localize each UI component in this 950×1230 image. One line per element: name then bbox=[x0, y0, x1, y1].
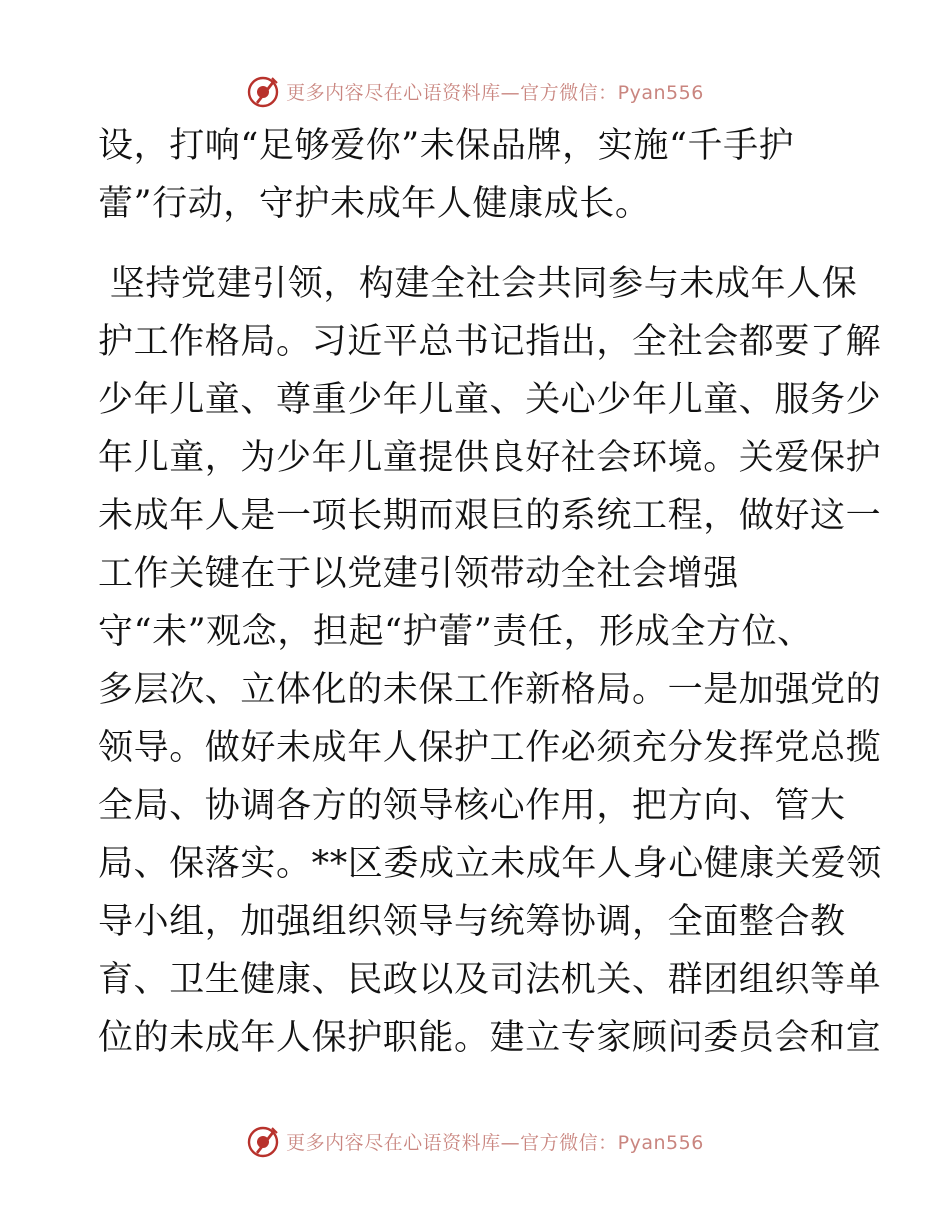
text-line: 局、保落实。**区委成立未成年人身心健康关爱领 bbox=[98, 844, 882, 884]
header-banner bbox=[0, 71, 950, 111]
text-line: 多层次、立体化的未保工作新格局。一是加强党的 bbox=[98, 670, 882, 710]
footer-banner bbox=[0, 1121, 950, 1161]
footer-banner-text: 更多内容尽在心语资料库—官方微信：Pyan556 bbox=[286, 1131, 704, 1154]
text-line: 蕾”行动，守护未成年人健康成长。 bbox=[98, 184, 651, 224]
paragraph-1 bbox=[98, 117, 858, 233]
quill-seal-logo-icon bbox=[246, 1124, 280, 1158]
text-line: 育、卫生健康、民政以及司法机关、群团组织等单 bbox=[98, 960, 882, 1000]
header-banner-text: 更多内容尽在心语资料库—官方微信：Pyan556 bbox=[286, 81, 704, 104]
paragraph-2 bbox=[98, 255, 882, 1067]
text-line: 守“未”观念，担起“护蕾”责任，形成全方位、 bbox=[98, 612, 813, 652]
text-line: 工作关键在于以党建引领带动全社会增强 bbox=[98, 554, 739, 594]
text-line: 未成年人是一项长期而艰巨的系统工程，做好这一 bbox=[98, 496, 882, 536]
quill-seal-logo-icon bbox=[246, 74, 280, 108]
text-line: 护工作格局。习近平总书记指出，全社会都要了解 bbox=[98, 322, 882, 362]
document-body bbox=[98, 117, 882, 1067]
text-line: 位的未成年人保护职能。建立专家顾问委员会和宣 bbox=[98, 1018, 882, 1058]
text-line: 坚持党建引领，构建全社会共同参与未成年人保 bbox=[98, 264, 858, 304]
text-line: 少年儿童、尊重少年儿童、关心少年儿童、服务少 bbox=[98, 380, 882, 420]
text-line: 年儿童，为少年儿童提供良好社会环境。关爱保护 bbox=[98, 438, 882, 478]
text-line: 导小组，加强组织领导与统筹协调，全面整合教 bbox=[98, 902, 846, 942]
text-line: 全局、协调各方的领导核心作用，把方向、管大 bbox=[98, 786, 846, 826]
text-line: 领导。做好未成年人保护工作必须充分发挥党总揽 bbox=[98, 728, 882, 768]
text-line: 设，打响“足够爱你”未保品牌，实施“千手护 bbox=[98, 126, 795, 166]
